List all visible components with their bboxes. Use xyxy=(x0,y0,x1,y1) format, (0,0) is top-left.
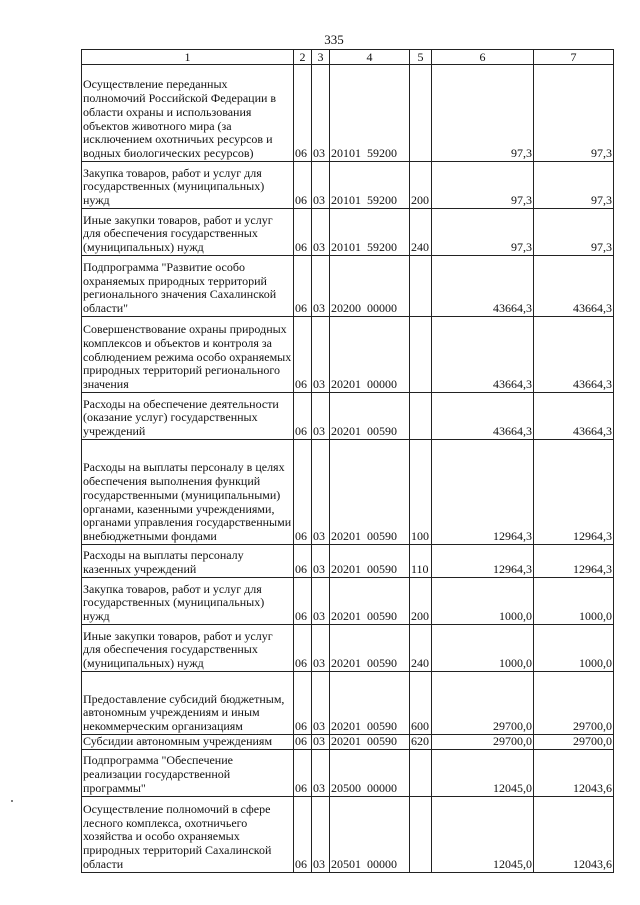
item-name: Расходы на обеспечение деятельности (оказание услуг) государственных учреждений xyxy=(82,393,294,440)
subsection-code: 03 xyxy=(312,672,330,735)
subsection-code: 03 xyxy=(312,735,330,750)
subsection-code: 03 xyxy=(312,545,330,578)
expense-type-code xyxy=(410,317,432,393)
expense-type-code: 110 xyxy=(410,545,432,578)
subsection-code: 03 xyxy=(312,162,330,209)
amount-col6: 12964,3 xyxy=(432,440,534,545)
expense-type-code: 200 xyxy=(410,578,432,625)
amount-col6: 97,3 xyxy=(432,209,534,256)
amount-col6: 97,3 xyxy=(432,162,534,209)
section-code: 06 xyxy=(294,65,312,162)
section-code: 06 xyxy=(294,672,312,735)
subsection-code: 03 xyxy=(312,65,330,162)
target-article-code: 20200 00000 xyxy=(330,256,410,317)
target-article-code: 20201 00590 xyxy=(330,545,410,578)
amount-col7: 12964,3 xyxy=(534,545,614,578)
amount-col6: 12964,3 xyxy=(432,545,534,578)
expense-type-code: 100 xyxy=(410,440,432,545)
subsection-code: 03 xyxy=(312,209,330,256)
expense-type-code xyxy=(410,65,432,162)
section-code: 06 xyxy=(294,735,312,750)
table-row xyxy=(82,735,614,750)
section-code: 06 xyxy=(294,440,312,545)
subsection-code: 03 xyxy=(312,749,330,796)
table-row xyxy=(82,672,614,735)
expense-type-code xyxy=(410,256,432,317)
page-number: 335 xyxy=(324,32,344,47)
amount-col7: 43664,3 xyxy=(534,393,614,440)
target-article-code: 20201 00590 xyxy=(330,578,410,625)
column-header: 6 xyxy=(432,50,534,65)
item-name: Иные закупки товаров, работ и услуг для обеспечения государственных (муниципальных) нужд xyxy=(82,209,294,256)
item-name: Осуществление полномочий в сфере лесного комплекса, охотничьего хозяйства и особо охраняемых природных территорий Сахалинской области xyxy=(82,796,294,872)
section-code: 06 xyxy=(294,393,312,440)
item-name: Расходы на выплаты персоналу в целях обеспечения выполнения функций государственными (муниципальными) органами, казенными учреждениями, органами управления государственными внебюджетными фондами xyxy=(82,440,294,545)
expense-type-code: 240 xyxy=(410,209,432,256)
item-name: Предоставление субсидий бюджетным, автономным учреждениям и иным некоммерческим организациям xyxy=(82,672,294,735)
expense-type-code: 600 xyxy=(410,672,432,735)
amount-col6: 97,3 xyxy=(432,65,534,162)
column-header: 1 xyxy=(82,50,294,65)
amount-col6: 1000,0 xyxy=(432,578,534,625)
target-article-code: 20101 59200 xyxy=(330,162,410,209)
subsection-code: 03 xyxy=(312,796,330,872)
subsection-code: 03 xyxy=(312,256,330,317)
column-header: 4 xyxy=(330,50,410,65)
target-article-code: 20201 00590 xyxy=(330,440,410,545)
target-article-code: 20101 59200 xyxy=(330,209,410,256)
amount-col7: 43664,3 xyxy=(534,317,614,393)
item-name: Подпрограмма "Обеспечение реализации государственной программы" xyxy=(82,749,294,796)
item-name: Расходы на выплаты персоналу казенных учреждений xyxy=(82,545,294,578)
subsection-code: 03 xyxy=(312,625,330,672)
target-article-code: 20201 00000 xyxy=(330,317,410,393)
item-name: Закупка товаров, работ и услуг для государственных (муниципальных) нужд xyxy=(82,578,294,625)
table-row xyxy=(82,440,614,545)
section-code: 06 xyxy=(294,317,312,393)
target-article-code: 20201 00590 xyxy=(330,625,410,672)
section-code: 06 xyxy=(294,625,312,672)
amount-col7: 43664,3 xyxy=(534,256,614,317)
item-name: Закупка товаров, работ и услуг для государственных (муниципальных) нужд xyxy=(82,162,294,209)
budget-table xyxy=(81,49,614,873)
amount-col7: 97,3 xyxy=(534,65,614,162)
expense-type-code: 620 xyxy=(410,735,432,750)
table-row xyxy=(82,317,614,393)
section-code: 06 xyxy=(294,209,312,256)
table-row xyxy=(82,209,614,256)
table-row xyxy=(82,545,614,578)
amount-col6: 1000,0 xyxy=(432,625,534,672)
subsection-code: 03 xyxy=(312,578,330,625)
target-article-code: 20101 59200 xyxy=(330,65,410,162)
amount-col7: 29700,0 xyxy=(534,672,614,735)
scan-speck xyxy=(11,800,13,802)
column-header: 2 xyxy=(294,50,312,65)
target-article-code: 20201 00590 xyxy=(330,672,410,735)
table-row xyxy=(82,256,614,317)
table-row xyxy=(82,749,614,796)
amount-col7: 12043,6 xyxy=(534,749,614,796)
amount-col6: 43664,3 xyxy=(432,256,534,317)
expense-type-code: 240 xyxy=(410,625,432,672)
item-name: Иные закупки товаров, работ и услуг для обеспечения государственных (муниципальных) нужд xyxy=(82,625,294,672)
column-header: 7 xyxy=(534,50,614,65)
table-row xyxy=(82,796,614,872)
expense-type-code xyxy=(410,393,432,440)
target-article-code: 20201 00590 xyxy=(330,393,410,440)
amount-col7: 12043,6 xyxy=(534,796,614,872)
header-row xyxy=(82,50,614,65)
amount-col7: 12964,3 xyxy=(534,440,614,545)
subsection-code: 03 xyxy=(312,317,330,393)
table-body xyxy=(82,50,614,873)
amount-col6: 29700,0 xyxy=(432,672,534,735)
item-name: Совершенствование охраны природных комплексов и объектов и контроля за соблюдением режима особо охраняемых природных территорий регионального значения xyxy=(82,317,294,393)
table-row xyxy=(82,162,614,209)
target-article-code: 20501 00000 xyxy=(330,796,410,872)
amount-col6: 12045,0 xyxy=(432,749,534,796)
item-name: Подпрограмма "Развитие особо охраняемых природных территорий регионального значения Сахалинской области" xyxy=(82,256,294,317)
table-row xyxy=(82,578,614,625)
table-row xyxy=(82,393,614,440)
amount-col6: 43664,3 xyxy=(432,393,534,440)
target-article-code: 20500 00000 xyxy=(330,749,410,796)
expense-type-code: 200 xyxy=(410,162,432,209)
table-row xyxy=(82,625,614,672)
expense-type-code xyxy=(410,749,432,796)
amount-col7: 1000,0 xyxy=(534,578,614,625)
target-article-code: 20201 00590 xyxy=(330,735,410,750)
subsection-code: 03 xyxy=(312,393,330,440)
amount-col6: 43664,3 xyxy=(432,317,534,393)
section-code: 06 xyxy=(294,749,312,796)
expense-type-code xyxy=(410,796,432,872)
column-header: 3 xyxy=(312,50,330,65)
amount-col7: 1000,0 xyxy=(534,625,614,672)
item-name: Осуществление переданных полномочий Российской Федерации в области охраны и использования объектов животного мира (за исключением охотничьих ресурсов и водных биологических ресурсов) xyxy=(82,65,294,162)
amount-col7: 97,3 xyxy=(534,162,614,209)
section-code: 06 xyxy=(294,796,312,872)
section-code: 06 xyxy=(294,256,312,317)
section-code: 06 xyxy=(294,162,312,209)
amount-col7: 29700,0 xyxy=(534,735,614,750)
amount-col7: 97,3 xyxy=(534,209,614,256)
amount-col6: 12045,0 xyxy=(432,796,534,872)
table-row xyxy=(82,65,614,162)
section-code: 06 xyxy=(294,545,312,578)
column-header: 5 xyxy=(410,50,432,65)
item-name: Субсидии автономным учреждениям xyxy=(82,735,294,750)
section-code: 06 xyxy=(294,578,312,625)
amount-col6: 29700,0 xyxy=(432,735,534,750)
subsection-code: 03 xyxy=(312,440,330,545)
